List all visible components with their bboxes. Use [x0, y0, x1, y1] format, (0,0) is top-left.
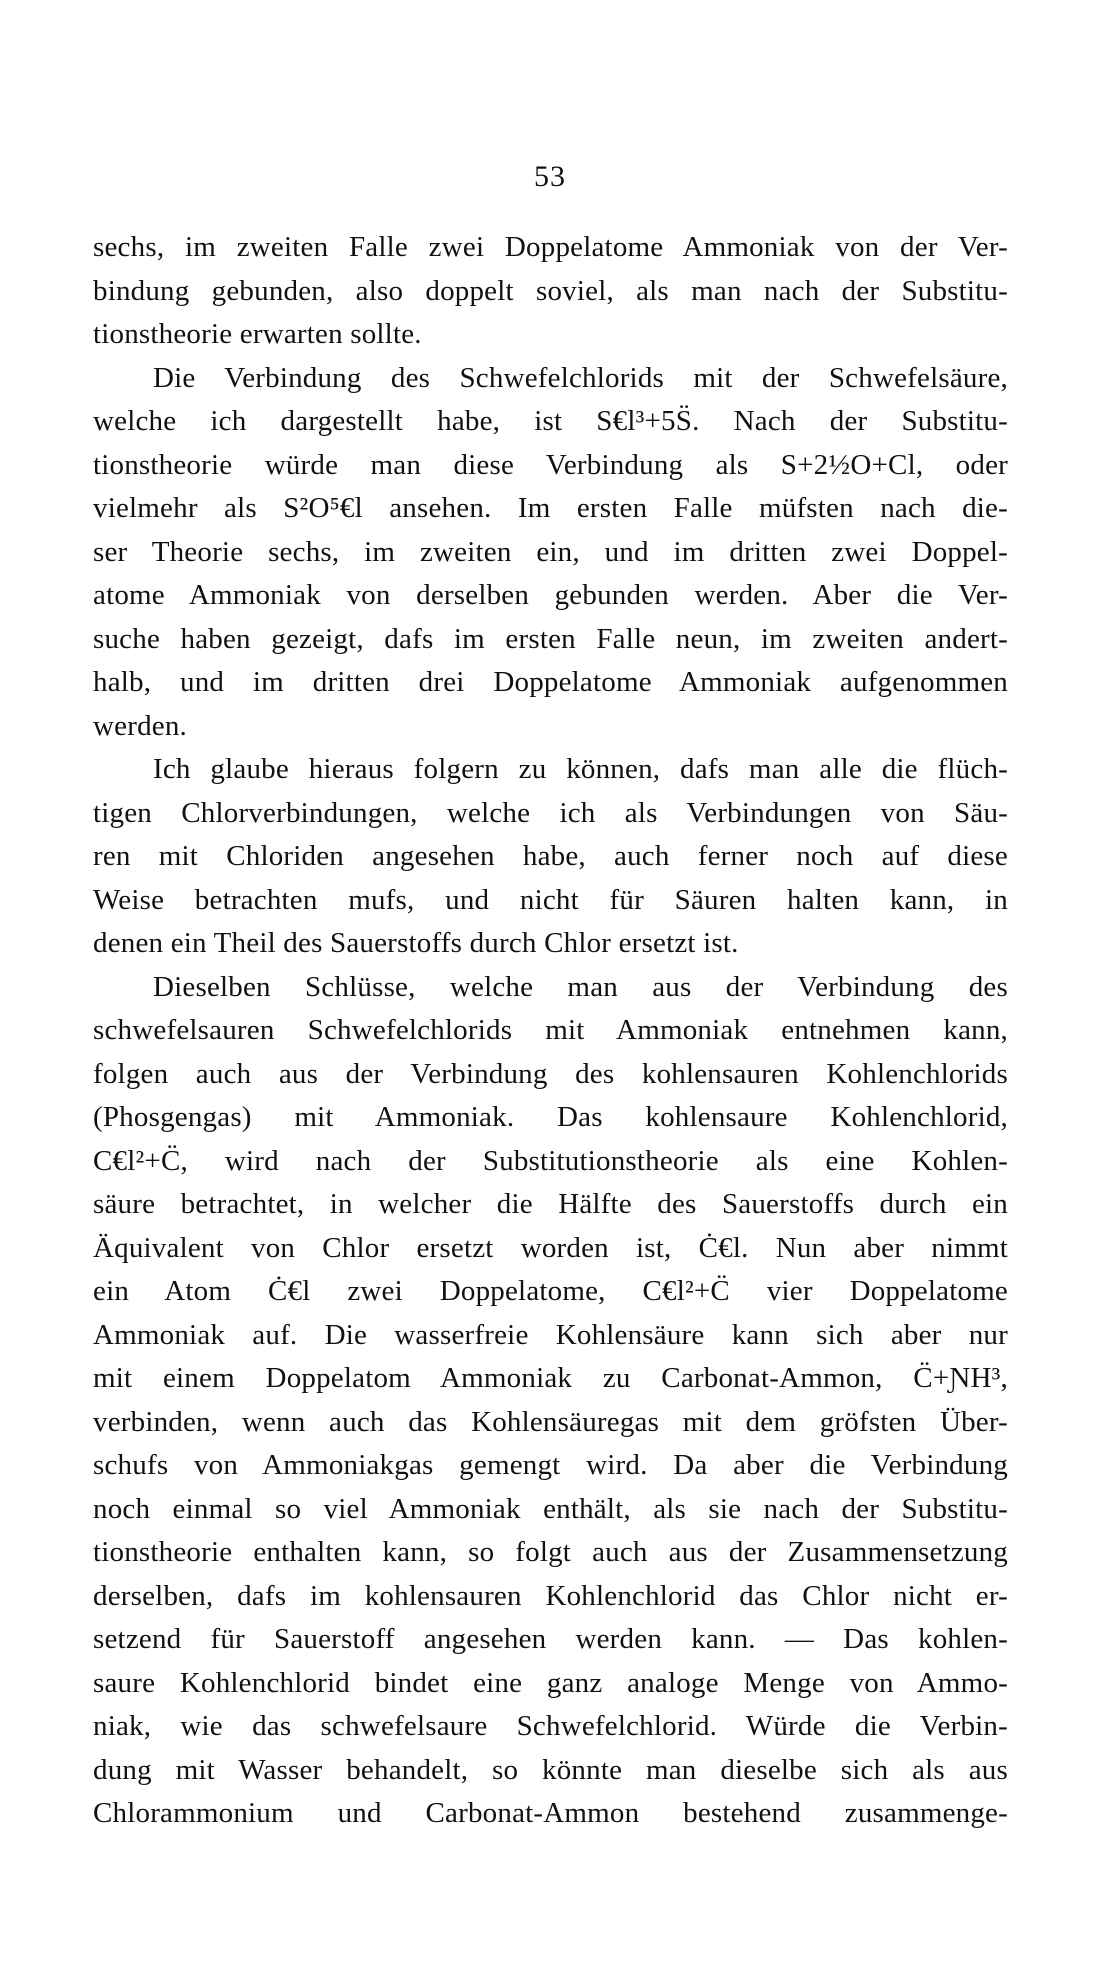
text-line: Die Verbindung des Schwefelchlorids mit der Schwefelsäure, [153, 361, 1008, 394]
text-line: dung mit Wasser behandelt, so könnte man dieselbe sich als aus [93, 1753, 1008, 1786]
text-line: ein Atom Ċ€l zwei Doppelatome, C€l²+C̈ vier Doppelatome [93, 1275, 1008, 1307]
text-line: Ich glaube hieraus folgern zu können, dafs man alle die flüch- [153, 753, 1008, 785]
text-line: saure Kohlenchlorid bindet eine ganz analoge Menge von Ammo- [93, 1666, 1008, 1699]
text-line: welche ich dargestellt habe, ist S€l³+5S̈. Nach der Substitu- [93, 405, 1008, 437]
text-line: sechs, im zweiten Falle zwei Doppelatome Ammoniak von der Ver- [93, 231, 1008, 263]
body-text [93, 226, 1008, 1836]
text-line: noch einmal so viel Ammoniak enthält, als sie nach der Substitu- [93, 1492, 1008, 1525]
text-line: suche haben gezeigt, dafs im ersten Falle neun, im zweiten andert- [93, 622, 1008, 655]
text-line: verbinden, wenn auch das Kohlensäuregas mit dem gröfsten Über- [93, 1405, 1008, 1438]
text-line: atome Ammoniak von derselben gebunden werden. Aber die Ver- [93, 579, 1008, 611]
text-line: Dieselben Schlüsse, welche man aus der Verbindung des [153, 970, 1008, 1003]
text-line: schufs von Ammoniakgas gemengt wird. Da aber die Verbindung [93, 1449, 1008, 1481]
text-line: Äquivalent von Chlor ersetzt worden ist, Ċ€l. Nun aber nimmt [93, 1231, 1008, 1264]
paragraph [93, 748, 1008, 966]
text-line: tionstheorie würde man diese Verbindung als S+2½O+Cl, oder [93, 448, 1008, 481]
text-line: denen ein Theil des Sauerstoffs durch Chlor ersetzt ist. [93, 927, 739, 959]
text-line: derselben, dafs im kohlensauren Kohlenchlorid das Chlor nicht er- [93, 1579, 1008, 1612]
text-line: halb, und im dritten drei Doppelatome Ammoniak aufgenommen [93, 666, 1008, 698]
text-line: säure betrachtet, in welcher die Hälfte des Sauerstoffs durch ein [93, 1188, 1008, 1220]
text-line: mit einem Doppelatom Ammoniak zu Carbonat-Ammon, C̈+ƝH³, [93, 1362, 1008, 1394]
text-line: Ammoniak auf. Die wasserfreie Kohlensäure kann sich aber nur [93, 1318, 1008, 1351]
text-line: tionstheorie enthalten kann, so folgt auch aus der Zusammensetzung [93, 1536, 1008, 1568]
text-line: tigen Chlorverbindungen, welche ich als Verbindungen von Säu- [93, 796, 1008, 829]
text-line: werden. [93, 709, 187, 742]
text-line: tionstheorie erwarten sollte. [93, 318, 422, 350]
text-line: vielmehr als S²O⁵€l ansehen. Im ersten Falle müfsten nach die- [93, 492, 1008, 524]
page-number: 53 [534, 160, 566, 193]
text-line: folgen auch aus der Verbindung des kohlensauren Kohlenchlorids [93, 1057, 1008, 1090]
text-line: (Phosgengas) mit Ammoniak. Das kohlensaure Kohlenchlorid, [93, 1101, 1008, 1133]
text-line: Weise betrachten mufs, und nicht für Säuren halten kann, in [93, 883, 1008, 916]
text-line: C€l²+C̈, wird nach der Substitutionstheorie als eine Kohlen- [93, 1144, 1008, 1177]
text-line: Chlorammonium und Carbonat-Ammon bestehend zusammenge- [93, 1797, 1008, 1829]
text-line: setzend für Sauerstoff angesehen werden kann. — Das kohlen- [93, 1623, 1008, 1655]
text-line: bindung gebunden, also doppelt soviel, als man nach der Substitu- [93, 274, 1008, 307]
paragraph [93, 966, 1008, 1836]
text-line: ren mit Chloriden angesehen habe, auch ferner noch auf diese [93, 840, 1008, 872]
text-line: ser Theorie sechs, im zweiten ein, und im dritten zwei Doppel- [93, 535, 1008, 568]
paragraph [93, 357, 1008, 749]
text-line: niak, wie das schwefelsaure Schwefelchlorid. Würde die Verbin- [93, 1710, 1008, 1742]
text-line: schwefelsauren Schwefelchlorids mit Ammoniak entnehmen kann, [93, 1014, 1008, 1046]
paragraph [93, 226, 1008, 357]
